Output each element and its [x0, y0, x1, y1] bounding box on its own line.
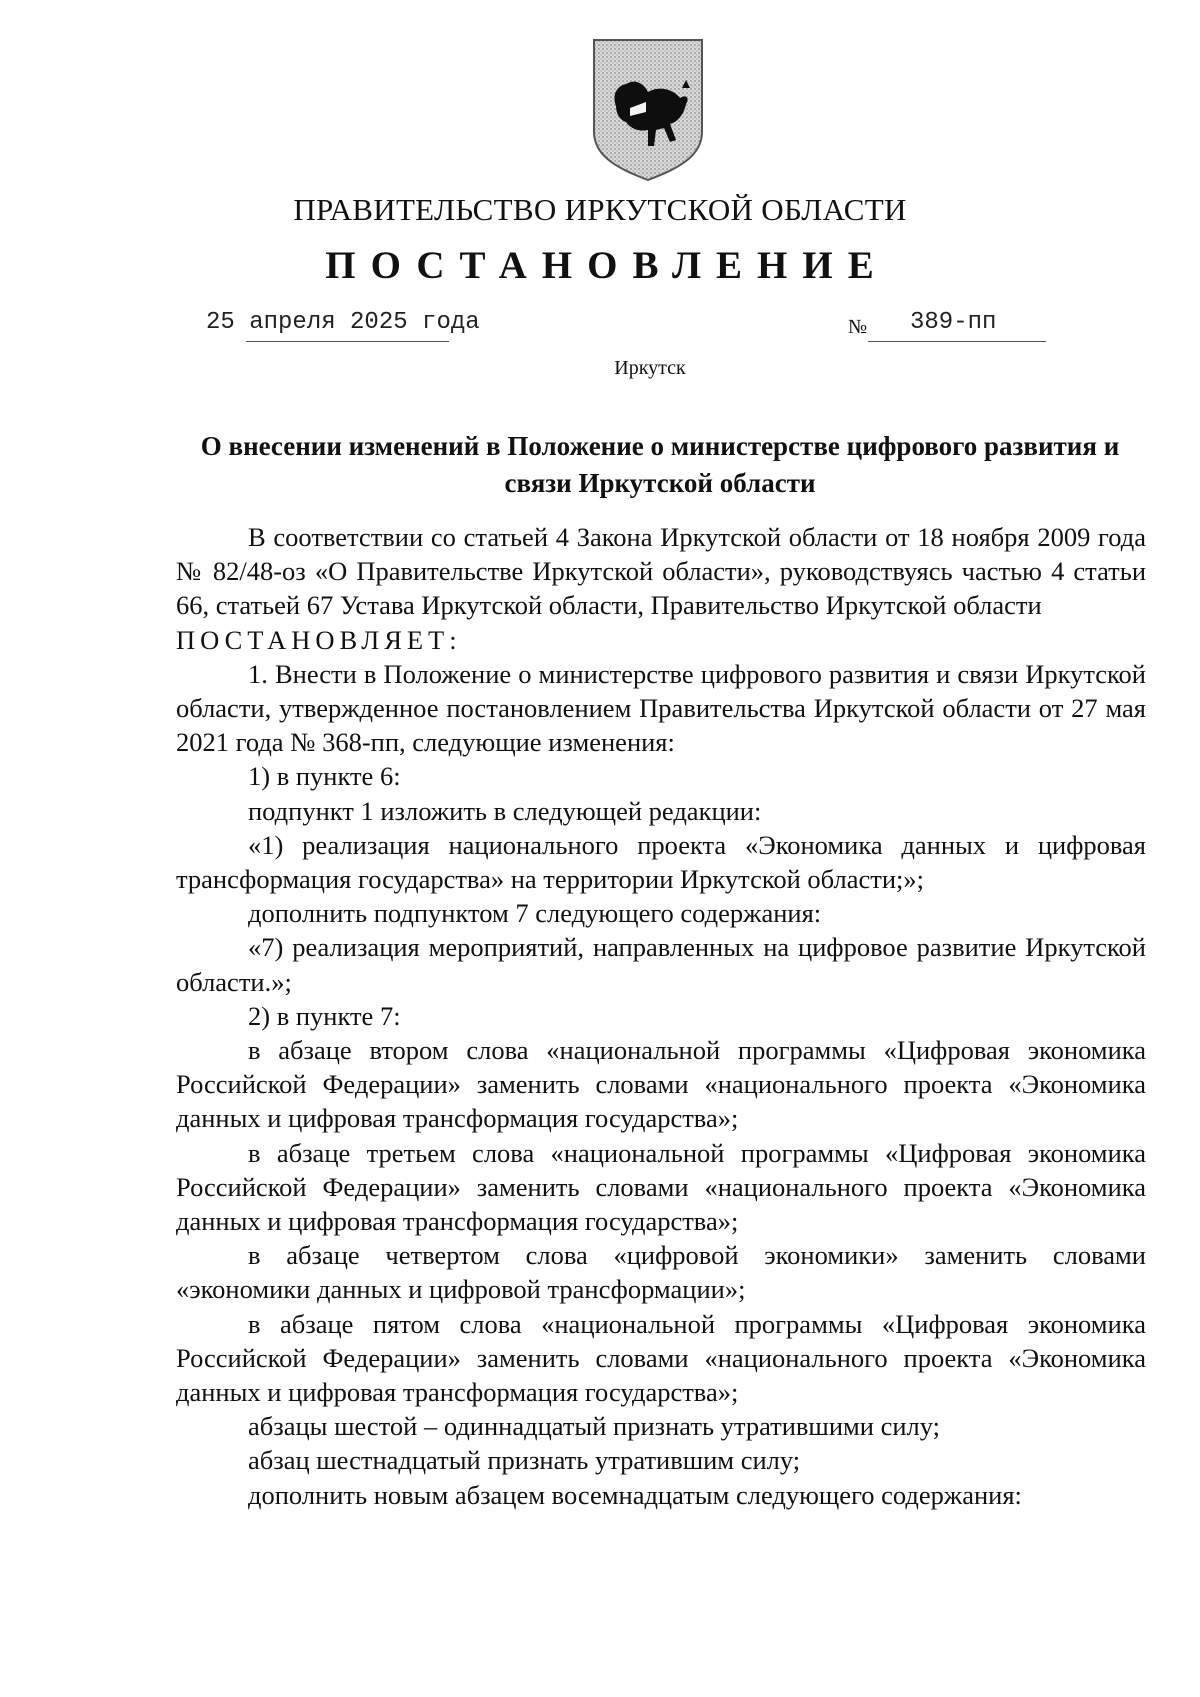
body-paragraph: дополнить новым абзацем восемнадцатым следующего содержания: [248, 1479, 1022, 1510]
document-date: 25 апреля 2025 года [206, 309, 480, 336]
body-paragraph: в абзаце пятом слова «национальной программы «Цифровая экономика Российской Федерации» заменить словами «национального проекта «Экономика данных и цифровая трансформация государства»; [176, 1308, 1146, 1408]
body-paragraph: подпункт 1 изложить в следующей редакции: [248, 795, 762, 826]
document-body [176, 520, 1146, 1512]
body-paragraph: в абзаце четвертом слова «цифровой экономики» заменить словами «экономики данных и цифровой трансформации»; [176, 1240, 1146, 1305]
date-underline [246, 341, 449, 342]
preamble-paragraph: В соответствии со статьей 4 Закона Иркутской области от 18 ноября 2009 года № 82/48-оз «О Правительстве Иркутской области», руководствуясь частью 4 статьи 66, статьей 67 Устава Иркутской области, Правительство Иркутской области [176, 522, 1146, 621]
coat-of-arms-icon [586, 36, 710, 184]
document-type-heading: ПОСТАНОВЛЕНИЕ [325, 244, 889, 287]
body-paragraph: «7) реализация мероприятий, направленных на цифровое развитие Иркутской области.»; [176, 932, 1146, 997]
document-subject: О внесении изменений в Положение о министерстве цифрового развития и связи Иркутской области [200, 431, 1120, 498]
body-paragraph: «1) реализация национального проекта «Экономика данных и цифровая трансформация государства» на территории Иркутской области;»; [176, 829, 1146, 895]
body-paragraph: 1) в пункте 6: [248, 761, 401, 792]
number-sign: № [848, 316, 868, 338]
body-paragraph: в абзаце втором слова «национальной программы «Цифровая экономика Российской Федерации» заменить словами «национального проекта «Экономика данных и цифровая трансформация государства»; [176, 1035, 1146, 1134]
body-paragraph: 1. Внести в Положение о министерстве цифрового развития и связи Иркутской области, утвержденное постановлением Правительства Иркутской области от 27 мая 2021 года № 368-пп, следующие изменения: [176, 658, 1146, 758]
resolves-keyword: ПОСТАНОВЛЯЕТ: [176, 624, 462, 655]
body-paragraph: 2) в пункте 7: [248, 1000, 401, 1031]
government-name: ПРАВИТЕЛЬСТВО ИРКУТСКОЙ ОБЛАСТИ [293, 192, 907, 227]
body-paragraph: абзац шестнадцатый признать утратившим силу; [248, 1445, 801, 1476]
body-paragraph: дополнить подпунктом 7 следующего содержания: [248, 898, 822, 929]
city-name: Иркутск [614, 357, 686, 379]
number-underline [868, 341, 1046, 342]
document-number: 389-пп [910, 309, 997, 336]
body-paragraph: в абзаце третьем слова «национальной программы «Цифровая экономика Российской Федерации» заменить словами «национального проекта «Экономика данных и цифровая трансформация государства»; [176, 1137, 1146, 1237]
body-paragraph: абзацы шестой – одиннадцатый признать утратившими силу; [248, 1411, 941, 1442]
